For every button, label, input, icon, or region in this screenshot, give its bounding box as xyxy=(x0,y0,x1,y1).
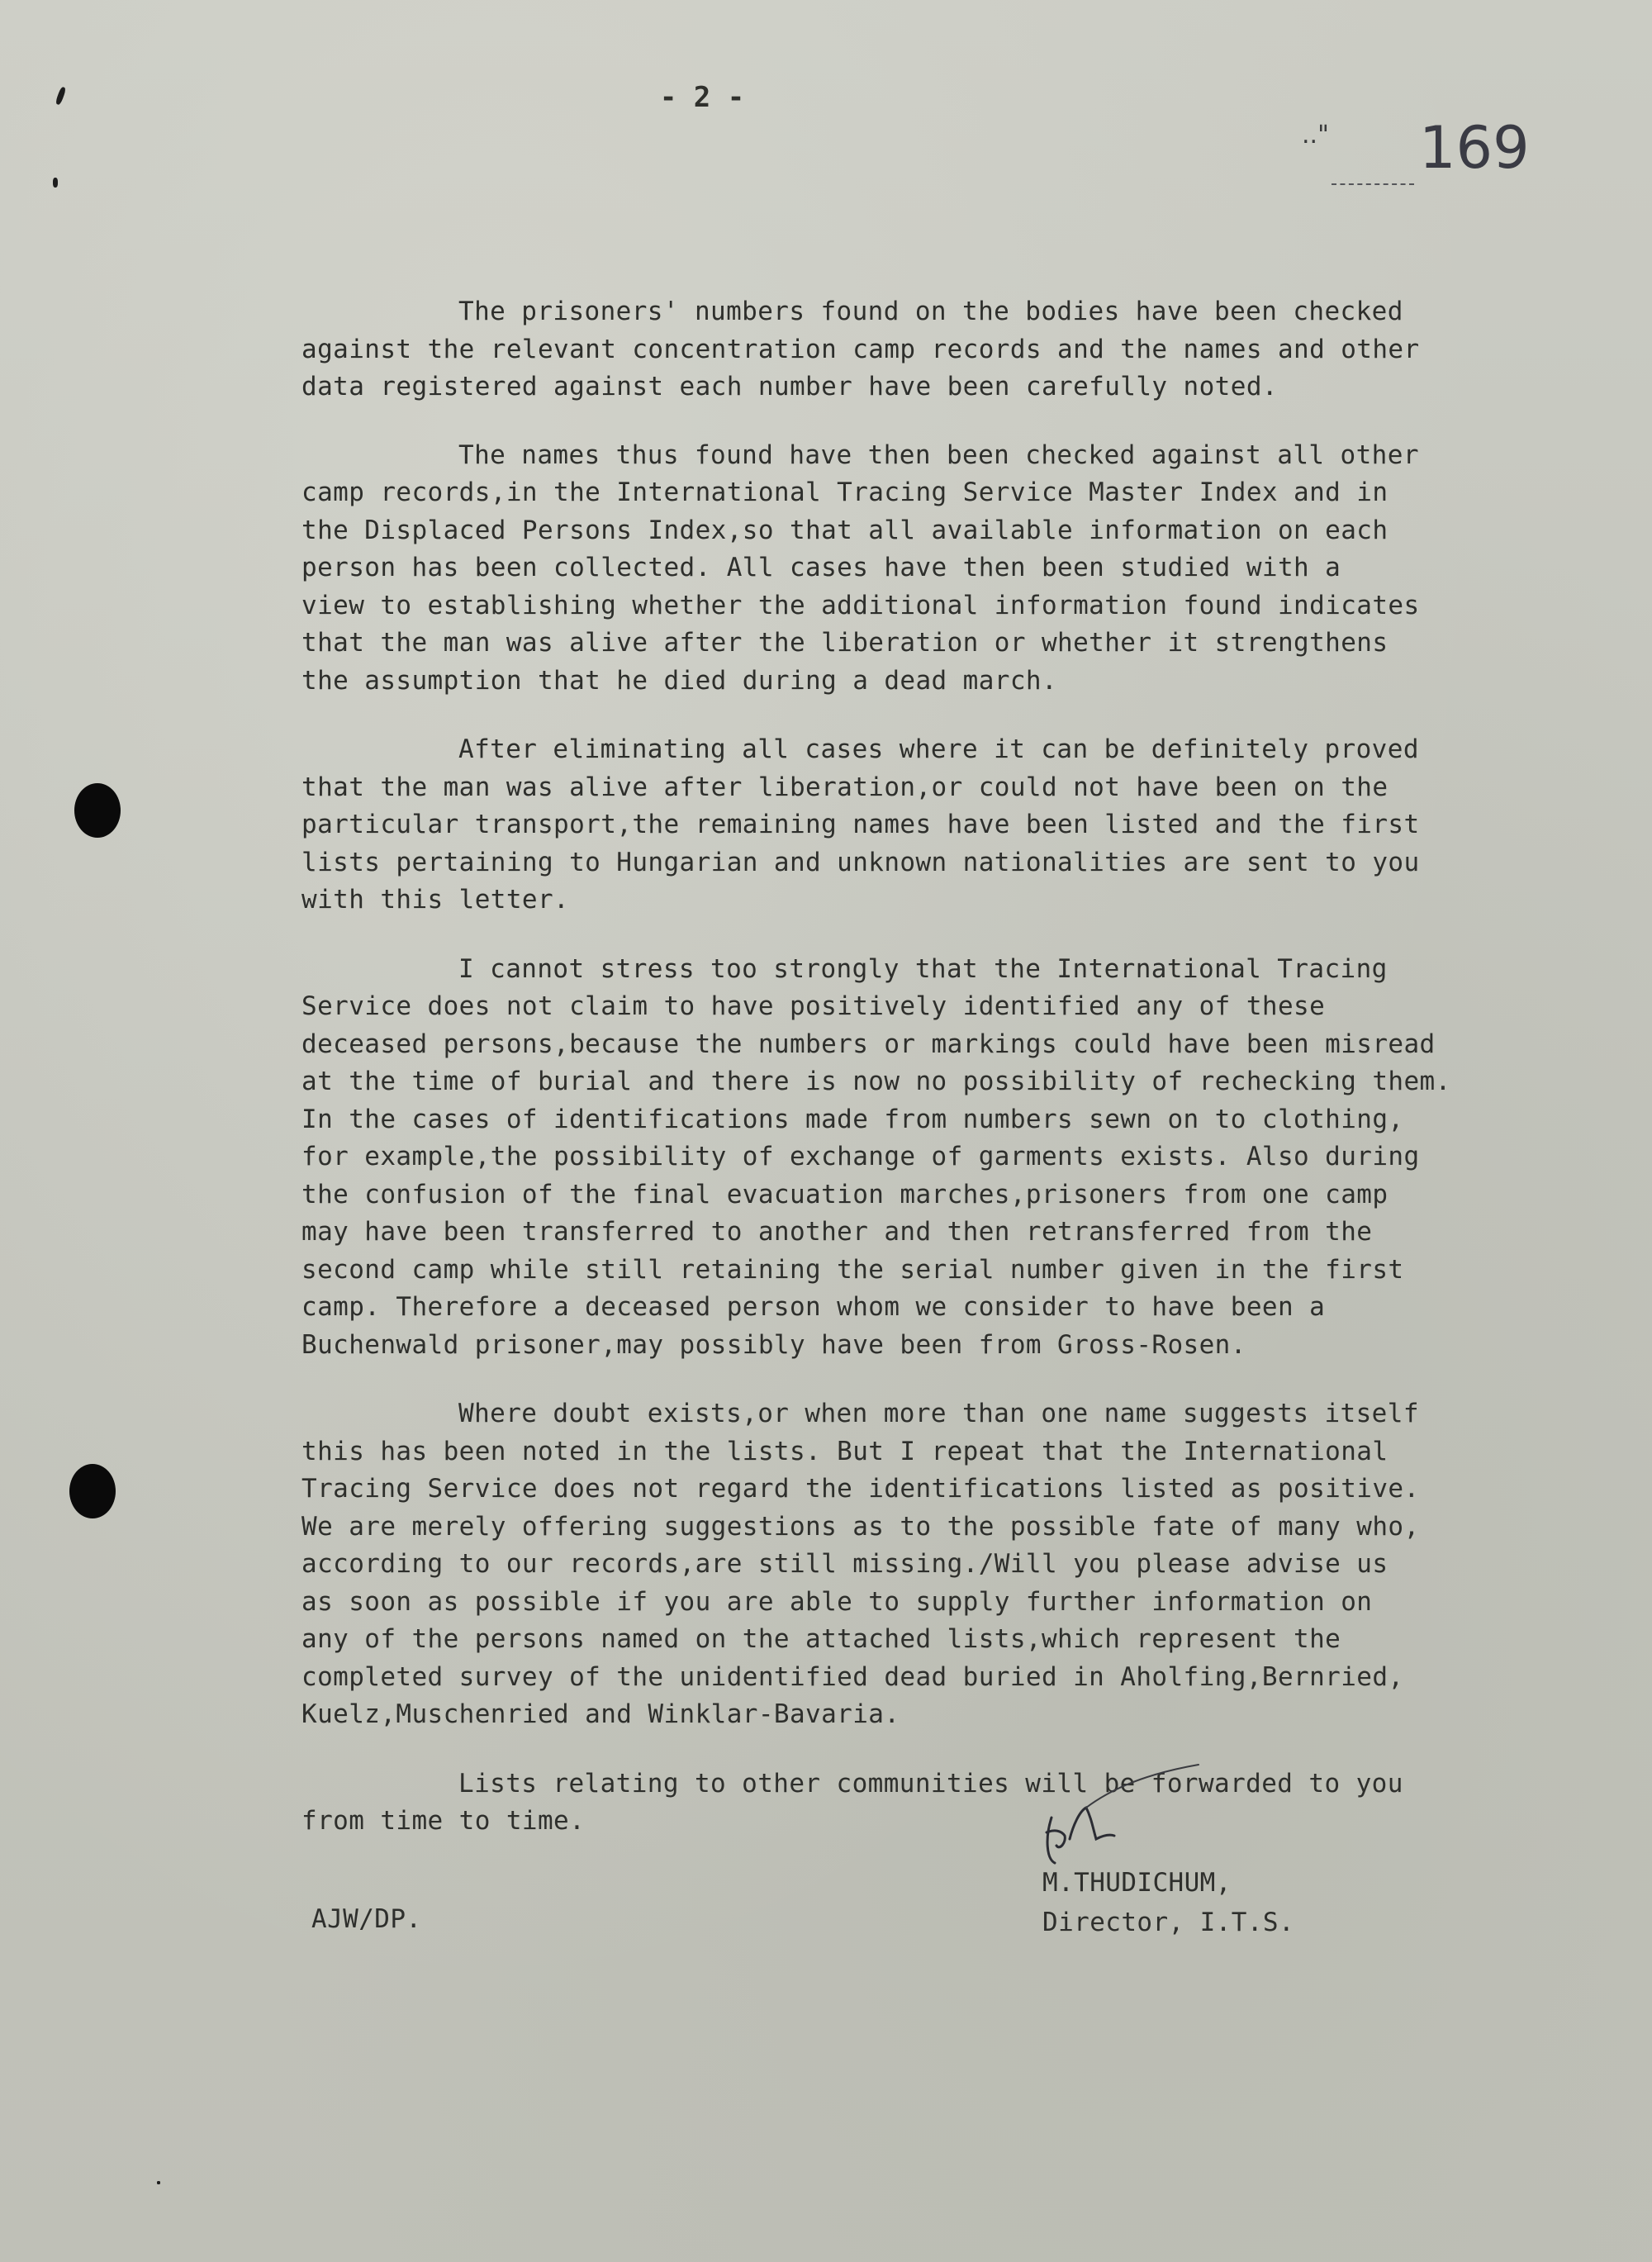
handwritten-mark: .." xyxy=(1302,121,1329,150)
text-line: We are merely offering suggestions as to the possible fate of many who, xyxy=(301,1511,1420,1542)
paragraph xyxy=(301,731,1574,920)
text-line: at the time of burial and there is now no possibility of rechecking them. xyxy=(301,1067,1451,1096)
text-line: After eliminating all cases where it can be definitely proved xyxy=(458,734,1419,764)
folio-underline xyxy=(1332,183,1414,185)
text-line: Lists relating to other communities will be forwarded to you xyxy=(458,1768,1403,1799)
text-line: In the cases of identifications made from numbers sewn on to clothing, xyxy=(301,1104,1404,1134)
text-line: lists pertaining to Hungarian and unknown nationalities are sent to you xyxy=(301,847,1420,877)
text-line: for example,the possibility of exchange of garments exists. Also during xyxy=(301,1142,1420,1171)
text-line: The names thus found have then been checked against all other xyxy=(458,440,1419,470)
text-line: from time to time. xyxy=(301,1806,586,1836)
text-line: this has been noted in the lists. But I repeat that the International xyxy=(301,1436,1389,1466)
reference-initials: AJW/DP. xyxy=(311,1904,422,1934)
text-line: person has been collected. All cases have then been studied with a xyxy=(301,553,1341,582)
text-line: may have been transferred to another and then retransferred from the xyxy=(301,1217,1373,1247)
signer-block xyxy=(1042,1863,1294,1942)
signer-name: M.THUDICHUM, xyxy=(1042,1868,1232,1898)
text-line: Where doubt exists,or when more than one name suggests itself xyxy=(458,1399,1419,1428)
text-line: the assumption that he died during a dead march. xyxy=(301,665,1058,696)
paragraph xyxy=(301,437,1574,701)
text-line: according to our records,are still missing./Will you please advise us xyxy=(301,1549,1389,1579)
text-line: data registered against each number have been carefully noted. xyxy=(301,372,1278,402)
text-line: The prisoners' numbers found on the bodies have been checked xyxy=(458,297,1403,326)
ink-speck xyxy=(53,178,58,188)
ink-speck xyxy=(55,86,66,105)
text-line: view to establishing whether the additional information found indicates xyxy=(301,590,1420,620)
paragraph xyxy=(301,1765,1574,1841)
text-line: I cannot stress too strongly that the International Tracing xyxy=(458,953,1388,984)
page-number: - 2 - xyxy=(659,81,745,114)
text-line: Kuelz,Muschenried and Winklar-Bavaria. xyxy=(301,1699,900,1729)
text-line: the Displaced Persons Index,so that all available information on each xyxy=(301,515,1389,545)
text-line: as soon as possible if you are able to supply further information on xyxy=(301,1586,1373,1617)
text-line: Buchenwald prisoner,may possibly have been from Gross-Rosen. xyxy=(301,1329,1246,1360)
letter-body xyxy=(301,293,1574,1841)
punch-hole xyxy=(69,1464,116,1518)
punch-hole xyxy=(74,783,121,838)
text-line: camp records,in the International Tracing Service Master Index and in xyxy=(301,478,1389,507)
signer-title: Director, I.T.S. xyxy=(1042,1908,1295,1937)
text-line: any of the persons named on the attached lists,which represent the xyxy=(301,1624,1341,1654)
paragraph xyxy=(301,1395,1574,1734)
text-line: against the relevant concentration camp records and the names and other xyxy=(301,334,1420,364)
text-line: deceased persons,because the numbers or markings could have been misread xyxy=(301,1029,1436,1059)
text-line: the confusion of the final evacuation marches,prisoners from one camp xyxy=(301,1179,1389,1209)
paragraph xyxy=(301,951,1574,1365)
text-line: Service does not claim to have positively identified any of these xyxy=(301,991,1326,1021)
text-line: that the man was alive after liberation,or could not have been on the xyxy=(301,772,1389,802)
handwritten-signature xyxy=(1037,1760,1227,1867)
ink-speck xyxy=(157,2181,160,2184)
text-line: completed survey of the unidentified dead buried in Aholfing,Bernried, xyxy=(301,1661,1404,1692)
text-line: camp. Therefore a deceased person whom we consider to have been a xyxy=(301,1292,1326,1322)
text-line: particular transport,the remaining names have been listed and the first xyxy=(301,810,1420,839)
text-line: second camp while still retaining the serial number given in the first xyxy=(301,1254,1404,1285)
paragraph xyxy=(301,293,1574,406)
text-line: with this letter. xyxy=(301,885,570,915)
text-line: that the man was alive after the liberation or whether it strengthens xyxy=(301,628,1389,658)
text-line: Tracing Service does not regard the identifications listed as positive. xyxy=(301,1474,1420,1504)
folio-number: 169 xyxy=(1419,114,1530,182)
